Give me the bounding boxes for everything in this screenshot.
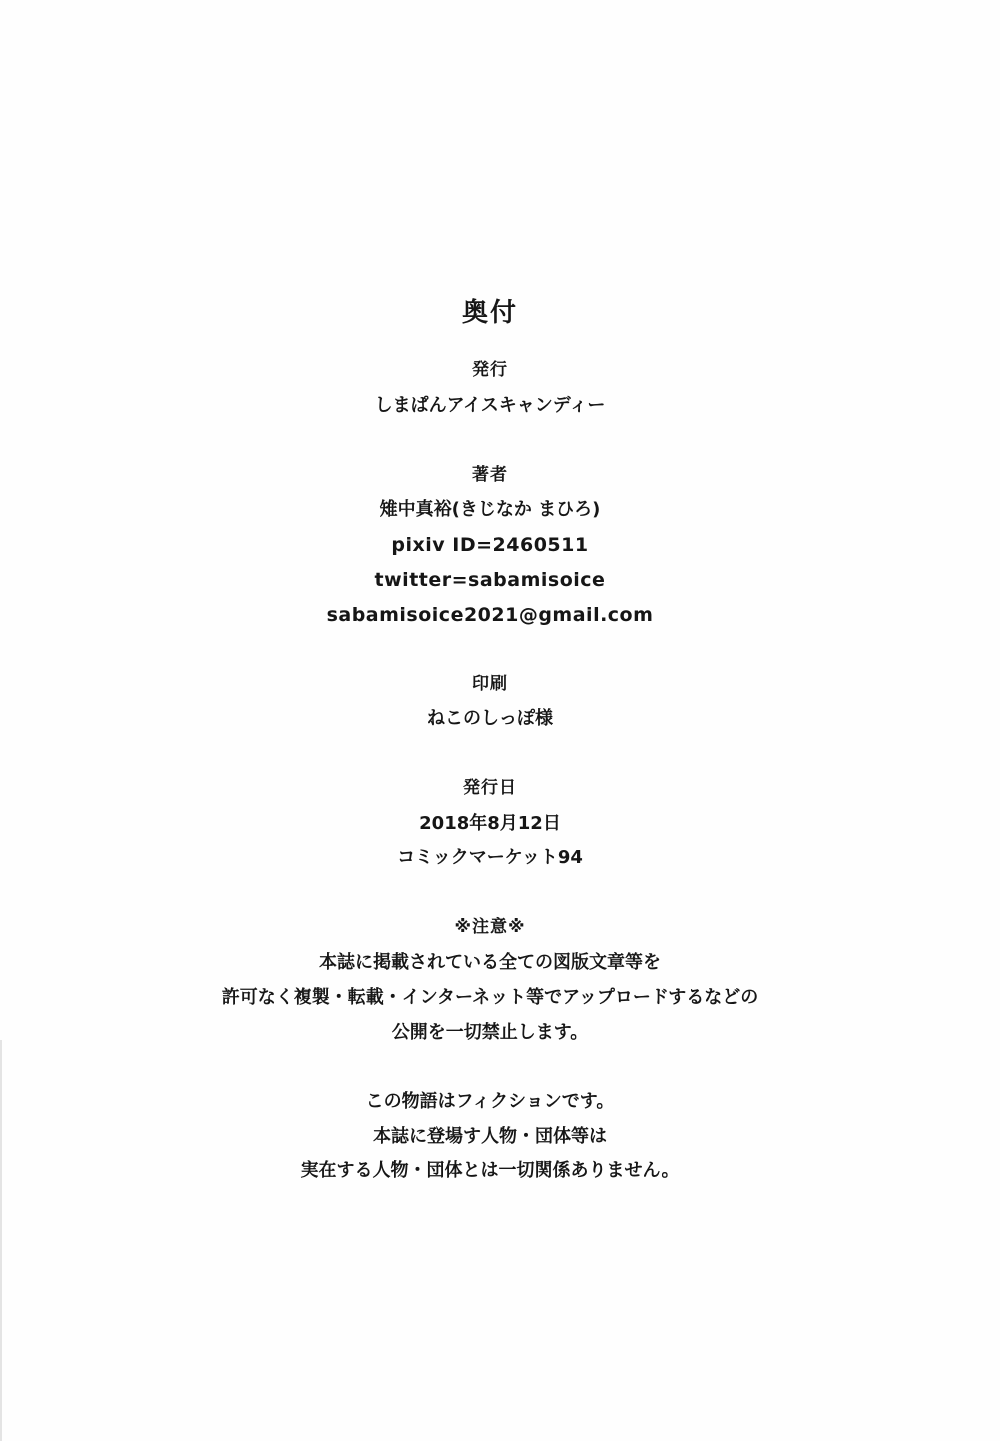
author-pixiv: pixiv ID=2460511 — [391, 534, 589, 556]
author-email: sabamisoice2021@gmail.com — [326, 604, 654, 626]
fiction-line: この物語はフィクションです。 — [365, 1091, 615, 1112]
issue-date: 2018年8月12日 — [419, 813, 561, 834]
fiction-line: 実在する人物・団体とは一切関係ありません。 — [300, 1160, 680, 1181]
notice-heading: ※注意※ — [454, 917, 526, 937]
author-name: 雉中真裕(きじなか まひろ) — [379, 499, 601, 520]
author-twitter: twitter=sabamisoice — [374, 569, 606, 591]
issue-event: コミックマーケット94 — [397, 847, 583, 868]
notice-line: 許可なく複製・転載・インターネット等でアップロードするなどの — [221, 987, 759, 1008]
printing-heading: 印刷 — [472, 674, 508, 694]
publisher-name: しまぱんアイスキャンディー — [374, 395, 606, 416]
publisher-heading: 発行 — [472, 360, 508, 380]
page-edge-shadow — [0, 1040, 2, 1441]
printer-name: ねこのしっぽ様 — [427, 708, 553, 729]
fiction-line: 本誌に登場す人物・団体等は — [373, 1126, 607, 1147]
notice-line: 本誌に掲載されている全ての図版文章等を — [319, 952, 661, 973]
issue-heading: 発行日 — [463, 778, 517, 798]
author-heading: 著者 — [472, 465, 508, 485]
colophon-title: 奥付 — [461, 298, 518, 328]
notice-line: 公開を一切禁止します。 — [391, 1022, 589, 1043]
